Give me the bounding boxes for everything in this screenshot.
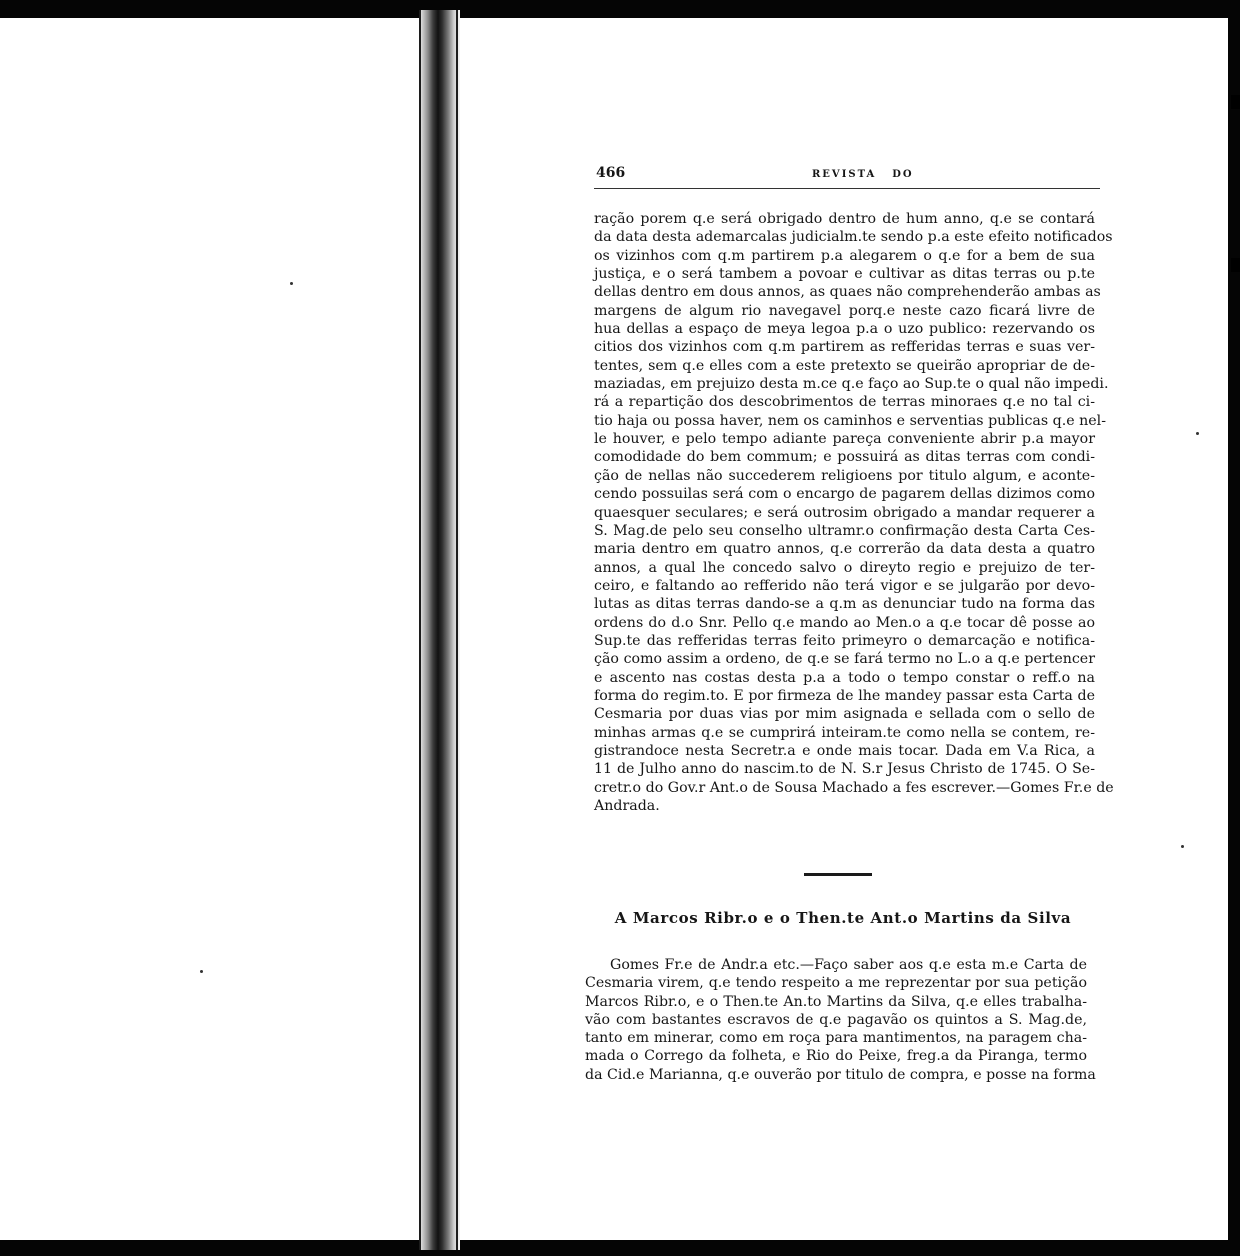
text-line: ção de nellas não succederem religioens por titulo algum, e aconte- xyxy=(594,467,1095,484)
body-paragraph-1 xyxy=(594,210,1114,815)
text-line: Gomes Fr.e de Andr.a etc.—Faço saber aos q.e esta m.e Carta de xyxy=(610,957,1087,973)
text-line: justiça, e o será tambem a povoar e cultivar as ditas terras ou p.te xyxy=(594,266,1095,283)
gutter-edge-left xyxy=(419,10,421,1250)
text-line: Sup.te das refferidas terras feito primeyro o demarcação e notifica- xyxy=(594,632,1095,649)
text-line: Cesmaria por duas vias por mim asignada e sellada com o sello de xyxy=(594,706,1095,723)
text-line: ração porem q.e será obrigado dentro de hum anno, q.e se contará xyxy=(594,211,1095,227)
text-line: gistrandoce nesta Secretr.a e onde mais tocar. Dada em V.a Rica, a xyxy=(594,742,1095,759)
text-line: 11 de Julho anno do nascim.to de N. S.r Jesus Christo de 1745. O Se- xyxy=(594,761,1095,778)
text-line: vão com bastantes escravos de q.e pagavão os quintos a S. Mag.de, xyxy=(585,1011,1087,1028)
text-line: Marcos Ribr.o, e o Then.te An.to Martins da Silva, q.e elles trabalha- xyxy=(585,993,1087,1010)
text-line: mada o Corrego da folheta, e Rio do Peixe, freg.a da Piranga, termo xyxy=(585,1048,1087,1065)
text-line: le houver, e pelo tempo adiante pareça conveniente abrir p.a mayor xyxy=(594,431,1095,448)
text-line: da data desta ademarcalas judicialm.te sendo p.a este efeito notificados xyxy=(594,229,1113,246)
text-line: quaesquer seculares; e será outrosim obrigado a mandar requerer a xyxy=(594,504,1095,521)
running-head-word: REVISTA xyxy=(812,169,877,180)
text-line: da Cid.e Marianna, q.e ouverão por titulo de compra, e posse na forma xyxy=(585,1066,1096,1083)
text-line: maziadas, em prejuizo desta m.ce q.e faço ao Sup.te o qual não impedi. xyxy=(594,376,1109,393)
text-line: e ascento nas costas desta p.a a todo o tempo constar o reff.o na xyxy=(594,669,1095,686)
text-line: Cesmaria virem, q.e tendo respeito a me reprezentar por sua petição xyxy=(585,975,1087,992)
section-divider xyxy=(804,873,872,876)
text-line: comodidade do bem commum; e possuirá as ditas terras com condi- xyxy=(594,449,1095,466)
text-line: os vizinhos com q.m partirem p.a alegarem o q.e for a bem de sua xyxy=(594,247,1095,264)
scan-border-bottom xyxy=(0,1240,1240,1256)
text-line: tentes, sem q.e elles com a este pretexto se queirão apropriar de de- xyxy=(594,357,1095,374)
text-line: ção como assim a ordeno, de q.e se fará termo no L.o a q.e pertencer xyxy=(594,651,1095,668)
page-header xyxy=(594,164,1100,189)
text-line: cendo possuilas será com o encargo de pagarem dellas dizimos como xyxy=(594,486,1095,503)
text-line: margens de algum rio navegavel porq.e neste cazo ficará livre de xyxy=(594,302,1095,319)
scan-speck xyxy=(200,970,203,973)
text-line: ordens do d.o Snr. Pello q.e mando ao Men.o a q.e tocar dê posse ao xyxy=(594,614,1095,631)
text-line: ceiro, e faltando ao refferido não terá vigor e se julgarão por devo- xyxy=(594,577,1095,594)
text-line: S. Mag.de pelo seu conselho ultramr.o confirmação desta Carta Ces- xyxy=(594,522,1095,539)
scan-border-right xyxy=(1228,0,1240,1256)
scan-speck xyxy=(1196,432,1199,435)
running-head xyxy=(812,169,930,180)
text-line: maria dentro em quatro annos, q.e correrão da data desta a quatro xyxy=(594,541,1095,558)
text-line: minhas armas q.e se cumprirá inteiram.te como nella se contem, re- xyxy=(594,724,1095,741)
running-head-word: DO xyxy=(892,169,914,180)
text-line: lutas as ditas terras dando-se a q.m as denunciar tudo na forma das xyxy=(594,596,1095,613)
book-gutter xyxy=(420,10,460,1250)
scan-mark xyxy=(1231,95,1240,109)
scan-mark xyxy=(1231,258,1240,272)
text-line: forma do regim.to. E por firmeza de lhe mandey passar esta Carta de xyxy=(594,687,1095,704)
text-line: dellas dentro em dous annos, as quaes não comprehenderão ambas as xyxy=(594,284,1101,301)
scan-border-top xyxy=(0,0,1240,18)
page-number: 466 xyxy=(596,165,626,181)
text-line: tio haja ou possa haver, nem os caminhos e serventias publicas q.e nel- xyxy=(594,412,1107,429)
body-paragraph-2 xyxy=(585,956,1096,1084)
text-line: tanto em minerar, como em roça para mantimentos, na paragem cha- xyxy=(585,1030,1087,1047)
scan-speck xyxy=(290,282,293,285)
scan-speck xyxy=(1181,845,1184,848)
text-line: citios dos vizinhos com q.m partirem as refferidas terras e suas ver- xyxy=(594,339,1095,356)
text-line: annos, a qual lhe concedo salvo o direyto regio e prejuizo de ter- xyxy=(594,559,1095,576)
gutter-edge-right xyxy=(456,10,458,1250)
text-line: hua dellas a espaço de meya legoa p.a o uzo publico: rezervando os xyxy=(594,321,1095,338)
text-line: cretr.o do Gov.r Ant.o de Sousa Machado a fes escrever.—Gomes Fr.e de xyxy=(594,779,1114,796)
text-line: rá a repartição dos descobrimentos de terras minoraes q.e no tal ci- xyxy=(594,394,1095,411)
section-title: A Marcos Ribr.o e o Then.te Ant.o Martins da Silva xyxy=(614,909,1072,927)
text-line: Andrada. xyxy=(594,798,660,814)
